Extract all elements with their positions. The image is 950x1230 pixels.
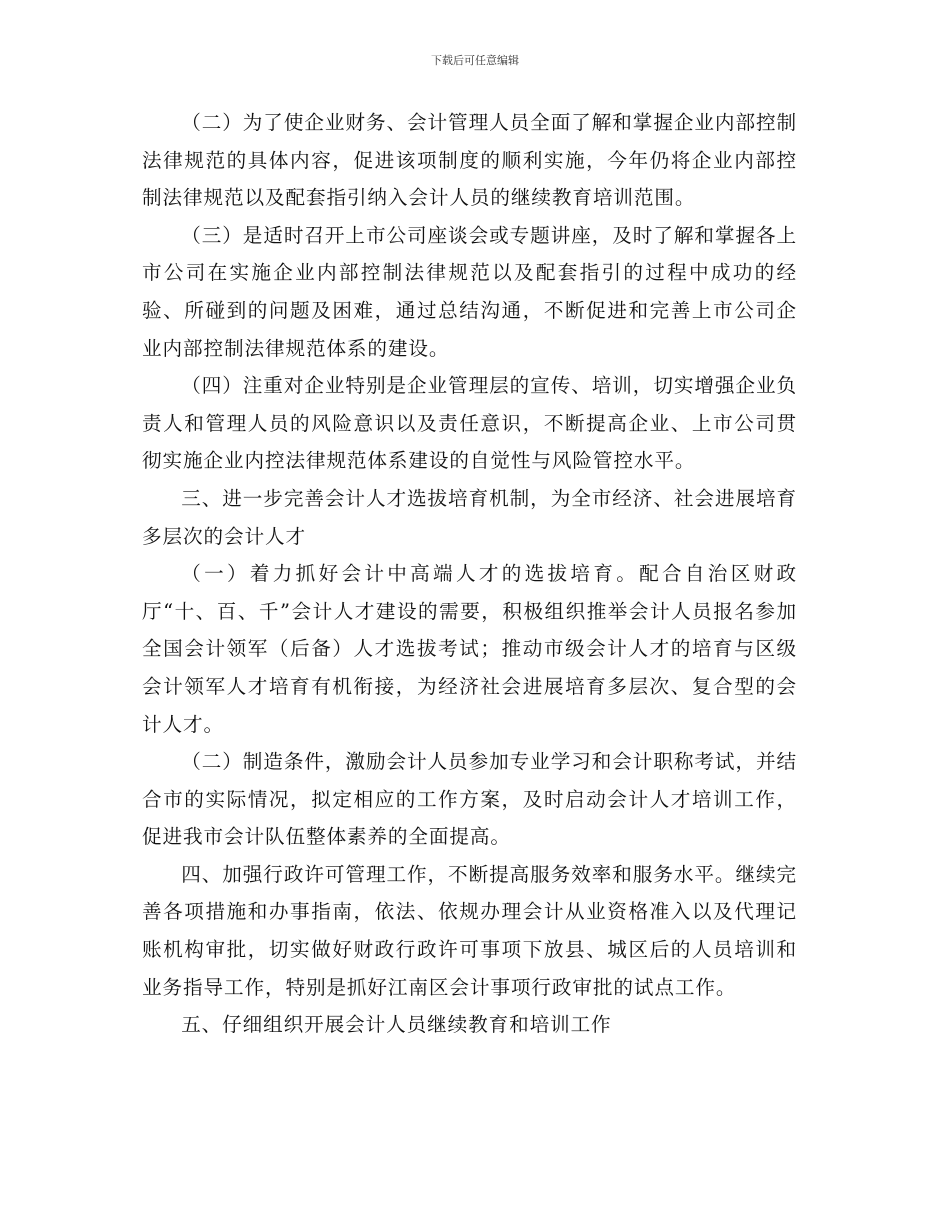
paragraph: （一）着力抓好会计中高端人才的选拔培育。配合自治区财政厅“十、百、千”会计人才建设的需要，积极组织推举会计人员报名参加全国会计领军（后备）人才选拔考试；推动市级会计人才的培育与区级会计领军人才培育有机衔接，为经济社会进展培育多层次、复合型的会计人才。: [142, 562, 797, 736]
paragraph: （三）是适时召开上市公司座谈会或专题讲座，及时了解和掌握各上市公司在实施企业内部控制法律规范以及配套指引的过程中成功的经验、所碰到的问题及困难，通过总结沟通，不断促进和完善上市公司企业内部控制法律规范体系的建设。: [142, 223, 797, 360]
paragraph: （二）为了使企业财务、会计管理人员全面了解和掌握企业内部控制法律规范的具体内容，促进该项制度的顺利实施，今年仍将企业内部控制法律规范以及配套指引纳入会计人员的继续教育培训范围。: [142, 111, 797, 210]
page-header-note: 下载后可任意编辑: [431, 54, 519, 67]
document-body: [142, 104, 797, 1044]
section-heading-paragraph: 四、加强行政许可管理工作，不断提高服务效率和服务水平。继续完善各项措施和办事指南，依法、依规办理会计从业资格准入以及代理记账机构审批，切实做好财政行政许可事项下放县、城区后的人员培训和业务指导工作，特别是抓好江南区会计事项行政审批的试点工作。: [142, 862, 797, 999]
section-heading-paragraph: 三、进一步完善会计人才选拔培育机制，为全市经济、社会进展培育多层次的会计人才: [142, 486, 797, 548]
paragraph: （四）注重对企业特别是企业管理层的宣传、培训，切实增强企业负责人和管理人员的风险意识以及责任意识，不断提高企业、上市公司贯彻实施企业内控法律规范体系建设的自觉性与风险管控水平。: [142, 374, 797, 473]
paragraph: （二）制造条件，激励会计人员参加专业学习和会计职称考试，并结合市的实际情况，拟定相应的工作方案，及时启动会计人才培训工作，促进我市会计队伍整体素养的全面提高。: [142, 750, 797, 849]
section-heading-paragraph: 五、仔细组织开展会计人员继续教育和培训工作: [181, 1013, 612, 1037]
